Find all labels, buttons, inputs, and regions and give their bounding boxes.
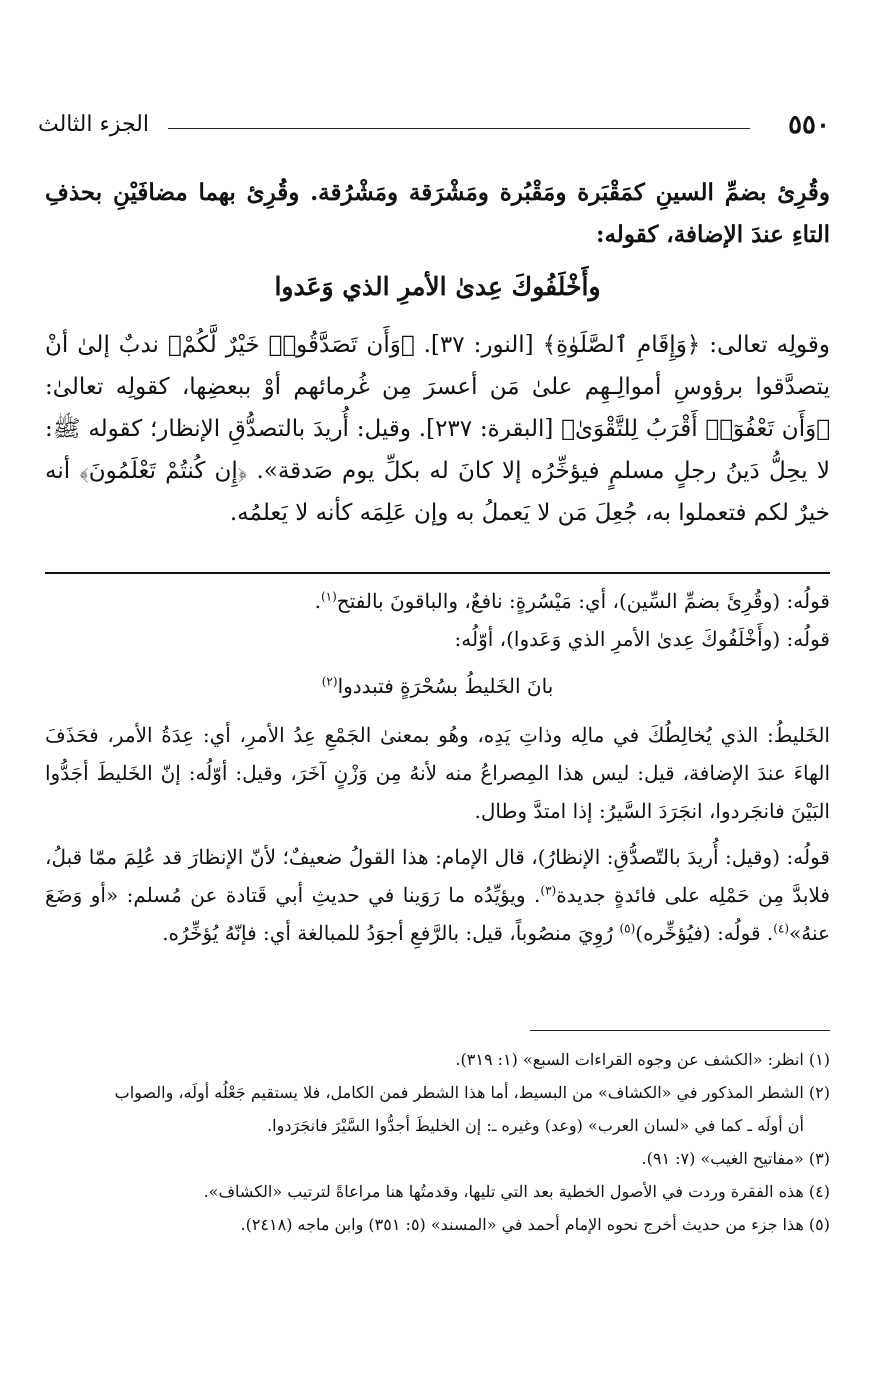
- commentary-text: . قولُه: (فيُؤخِّره): [635, 921, 774, 945]
- footnote-3: (٣) «مفاتيح الغيب» (٧: ٩١).: [641, 1149, 830, 1168]
- page-number: ٥٥٠: [788, 110, 830, 140]
- running-title: الجزء الثالث: [38, 112, 149, 137]
- main-verse: وأَخْلَفُوكَ عِدىٰ الأمرِ الذي وَعَدوا: [274, 272, 601, 301]
- footnote-ref: (١): [320, 589, 337, 604]
- main-text: [45, 172, 830, 534]
- commentary-paragraph-1: قولُه: (وقُرِئَ بضمِّ السِّين)، أي: مَيْسُرةٍ: نافعٌ، والباقونَ بالفتح$^{(١)}$.: [314, 589, 830, 613]
- footnote-ref: (٤): [773, 921, 790, 936]
- footnote-1: (١) انظر: «الكشف عن وجوه القراءات السبع» (١: ٣١٩).: [455, 1050, 830, 1069]
- main-paragraph-1: وقُرِئ بضمِّ السينِ كمَقْبَرة ومَقْبُرة ومَشْرَقة ومَشْرُقة. وقُرِئ بهما مضافَيْنِ بحذفِ التاءِ عندَ الإضافة، كقوله:: [45, 179, 830, 248]
- header-rule: [168, 128, 750, 129]
- main-text-divider: [45, 572, 830, 574]
- commentary-text: قولُه: (وقُرِئَ بضمِّ السِّين)، أي: مَيْسُرةٍ: نافعٌ، والباقونَ بالفتح: [336, 589, 830, 613]
- commentary-text: رُوِيَ منصُوباً، قيل: بالرَّفعِ أجوَدُ للمبالغة أي: فإنّهُ يُؤخِّرُه.: [162, 921, 620, 945]
- footnote-2-continued: أن أولَه ـ كما في «لسان العرب» (وعد) وغيره ـ: إن الخليطَ أجدُّوا السَّيْرَ فانجَرَدوا.: [267, 1116, 804, 1135]
- main-paragraph-2: وقولِه تعالى: ﴿وَإِقَامِ ٱلصَّلَوٰةِ﴾ [النور: ٣٧]. ﴿وَأَن تَصَدَّقُوا۟ خَيْرٌ لَّكُمْ﴾ ندبٌ إلىٰ أنْ يتصدَّقوا برؤوسِ أموالِـهِم علىٰ مَن أعسرَ مِن غُرمائهم أوْ ببعضِها، كقولِه تعالىٰ: ﴿وَأَن تَعْفُوٓا۟ أَقْرَبُ لِلتَّقْوَىٰ﴾ [البقرة: ٢٣٧]. وقيل: أُريدَ بالتصدُّقِ الإنظار؛ كقوله ﷺ: لا يحِلُّ دَينُ رجلٍ مسلمٍ فيؤخِّرُه إلا كانَ له بكلِّ يوم صَدقة». ﴿إِن كُنتُمْ تَعْلَمُونَ﴾ أنه خيرٌ لكم فتعملوا به، جُعِلَ مَن لا يَعملُ به وإن عَلِمَه كأنه لا يَعلمُه.: [45, 332, 831, 526]
- footnote-ref: (٢): [321, 674, 338, 689]
- commentary-verse: [45, 662, 830, 710]
- footnote-5: (٥) هذا جزء من حديث أخرج نحوه الإمام أحمد في «المسند» (٥: ٣٥١) وابن ماجه (٢٤١٨).: [240, 1215, 830, 1234]
- footnote-ref: (٣): [540, 883, 557, 898]
- commentary-text: . ويؤيِّدُه ما رَوَينا في حديثِ أبي قَتادة عن مُسلم: «أو وَضَعَ عنهُ»: [45, 883, 830, 945]
- footnotes: [45, 1043, 830, 1241]
- verse-text: بانَ الخَليطُ بسُحْرَةٍ فتبددوا: [337, 674, 554, 698]
- footnote-ref: (٥): [619, 921, 636, 936]
- commentary-paragraph-2: قولُه: (وأَخْلَفُوكَ عِدىٰ الأمرِ الذي وَعَدوا)، أوّلُه:: [454, 627, 830, 651]
- commentary-text: قولُه: (وقيل: أُريدَ بالتّصدُّقِ: الإنظارُ)، قال الإمام: هذا القولُ ضعيفٌ؛ لأنّ الإنظارَ قد عُلِمَ ممّا قبلُ، فلابدَّ مِن حَمْلِه على فائدةٍ جديدة: [45, 845, 830, 907]
- commentary-section: [45, 582, 830, 952]
- commentary-paragraph-3: الخَليطُ: الذي يُخالِطُكَ في مالِه وذاتِ يَدِه، وهُو بمعنىٰ الجَمْعِ عِدُ الأمرِ، أي: عِدَةُ الأمر، فحَذَفَ الهاءَ عندَ الإضافة، قيل: ليس هذا المِصراعُ منه لأنهُ مِن وَزْنٍ آخَرَ، وقيل: أوّلُه: إنّ الخَليطَ أجَدُّوا البَيْنَ فانجَردوا، انجَرَدَ السَّيرُ: إذا امتدَّ وطال.: [45, 723, 830, 823]
- page-header: [38, 108, 830, 148]
- footnote-2: (٢) الشطر المذكور في «الكشاف» من البسيط، أما هذا الشطر فمن الكامل، فلا يستقيم جَعْلُه أولَه، والصواب: [114, 1083, 830, 1102]
- commentary-paragraph-4: [45, 838, 830, 952]
- footnote-divider: [530, 1030, 830, 1031]
- footnote-4: (٤) هذه الفقرة وردت في الأصول الخطية بعد التي تليها، وقدمتُها هنا مراعاةً لترتيب «الكشاف».: [203, 1182, 830, 1201]
